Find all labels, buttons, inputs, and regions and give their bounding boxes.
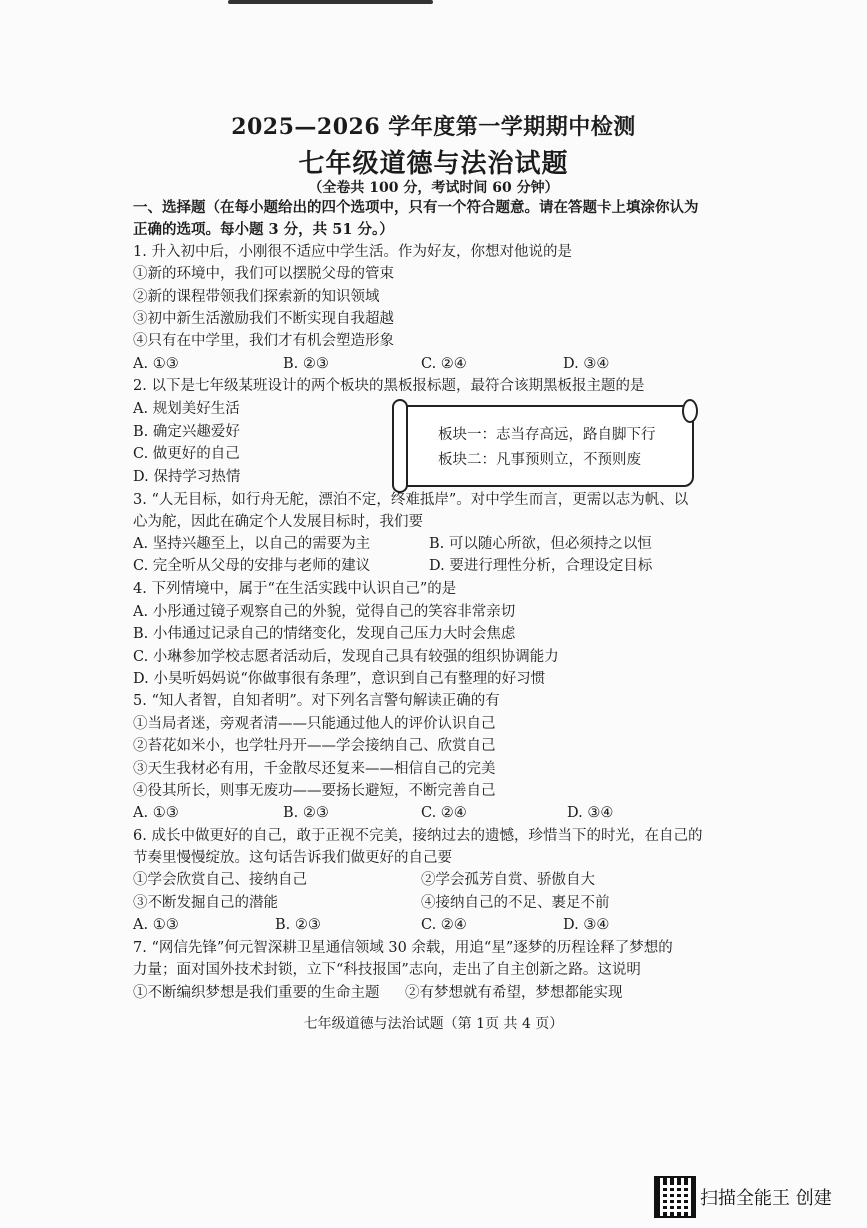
q5-option-a: A. ①③ — [133, 805, 179, 821]
q1-option-d: D. ③④ — [563, 356, 610, 372]
q3-option-c: C. 完全听从父母的安排与老师的建议 — [133, 558, 371, 574]
q5-statement-4: ④役其所长，则事无废功——要扬长避短，不断完善自己 — [133, 783, 496, 799]
q1-statement-2: ②新的课程带领我们探索新的知识领域 — [133, 289, 380, 305]
exam-subject: 七年级道德与法治试题 — [298, 149, 569, 179]
q4-option-d: D. 小昊听妈妈说“你做事很有条理”，意识到自己有整理的好习惯 — [133, 671, 546, 687]
q7-statement-2: ②有梦想就有希望，梦想都能实现 — [405, 985, 623, 1001]
scan-edge-bar — [228, 0, 433, 4]
exam-title: 2025—2026 学年度第一学期期中检测 — [231, 114, 636, 140]
q1-option-a: A. ①③ — [133, 356, 179, 372]
q3-stem: 3. “人无目标，如行舟无舵，漂泊不定，终难抵岸”。对中学生而言，更需以志为帆、以 — [133, 492, 689, 508]
scroll-curl-left — [392, 399, 408, 493]
q6-statement-2: ②学会孤芳自赏、骄傲自大 — [421, 872, 595, 888]
q2-option-c: C. 做更好的自己 — [133, 446, 240, 462]
q3-option-b: B. 可以随心所欲，但必须持之以恒 — [429, 536, 652, 552]
q7-stem-cont: 力量；面对国外技术封锁，立下“科技报国”志向，走出了自主创新之路。这说明 — [133, 962, 641, 978]
q1-statement-1: ①新的环境中，我们可以摆脱父母的管束 — [133, 266, 394, 282]
board-section-2: 板块二：凡事预则立，不预则废 — [438, 452, 641, 468]
q6-statement-3: ③不断发掘自己的潜能 — [133, 895, 278, 911]
blackboard-scroll — [396, 405, 694, 487]
q2-option-a: A. 规划美好生活 — [133, 401, 240, 417]
page-footer: 七年级道德与法治试题（第 1页 共 4 页） — [303, 1016, 564, 1032]
q4-option-a: A. 小彤通过镜子观察自己的外貌，觉得自己的笑容非常亲切 — [133, 604, 516, 620]
q1-option-b: B. ②③ — [283, 356, 329, 372]
q2-option-b: B. 确定兴趣爱好 — [133, 424, 240, 440]
q1-statement-4: ④只有在中学里，我们才有机会塑造形象 — [133, 333, 394, 349]
q5-statement-2: ②苔花如米小，也学牡丹开——学会接纳自己、欣赏自己 — [133, 738, 496, 754]
q2-stem: 2. 以下是七年级某班设计的两个板块的黑板报标题，最符合该期黑板报主题的是 — [133, 378, 645, 394]
q6-option-c: C. ②④ — [421, 917, 467, 933]
q6-stem: 6. 成长中做更好的自己，敢于正视不完美，接纳过去的遗憾，珍惜当下的时光，在自己的 — [133, 828, 703, 844]
q4-option-b: B. 小伟通过记录自己的情绪变化，发现自己压力大时会焦虑 — [133, 626, 516, 642]
q6-statement-1: ①学会欣赏自己、接纳自己 — [133, 872, 307, 888]
scroll-curl-right — [682, 399, 698, 423]
q3-stem-cont: 心为舵，因此在确定个人发展目标时，我们要 — [133, 514, 423, 530]
section-heading: 一、选择题（在每小题给出的四个选项中，只有一个符合题意。请在答题卡上填涂你认为 — [133, 199, 699, 216]
q5-stem: 5. “知人者智，自知者明”。对下列名言警句解读正确的有 — [133, 693, 500, 709]
q7-statement-1: ①不断编织梦想是我们重要的生命主题 — [133, 985, 380, 1001]
q6-option-a: A. ①③ — [133, 917, 179, 933]
section-heading-cont: 正确的选项。每小题 3 分，共 51 分。） — [133, 221, 394, 238]
q6-option-d: D. ③④ — [563, 917, 610, 933]
q5-statement-1: ①当局者迷，旁观者清——只能通过他人的评价认识自己 — [133, 716, 496, 732]
q3-option-d: D. 要进行理性分析，合理设定目标 — [429, 558, 653, 574]
qr-code-icon — [654, 1176, 696, 1218]
q1-option-c: C. ②④ — [421, 356, 467, 372]
q3-option-a: A. 坚持兴趣至上，以自己的需要为主 — [133, 536, 371, 552]
q5-option-d: D. ③④ — [567, 805, 614, 821]
q4-stem: 4. 下列情境中，属于“在生活实践中认识自己”的是 — [133, 581, 457, 597]
q1-stem: 1. 升入初中后，小刚很不适应中学生活。作为好友，你想对他说的是 — [133, 244, 572, 260]
exam-info: （全卷共 100 分，考试时间 60 分钟） — [308, 180, 559, 196]
q6-option-b: B. ②③ — [275, 917, 321, 933]
q1-statement-3: ③初中新生活激励我们不断实现自我超越 — [133, 311, 394, 327]
q7-stem: 7. “网信先锋”何元智深耕卫星通信领域 30 余载，用追“星”逐梦的历程诠释了梦想的 — [133, 940, 673, 956]
q5-option-c: C. ②④ — [421, 805, 467, 821]
q6-statement-4: ④接纳自己的不足、裹足不前 — [421, 895, 610, 911]
q5-statement-3: ③天生我材必有用，千金散尽还复来——相信自己的完美 — [133, 761, 496, 777]
scanner-watermark: 扫描全能王 创建 — [700, 1188, 832, 1209]
board-section-1: 板块一：志当存高远，路自脚下行 — [438, 427, 656, 443]
q5-option-b: B. ②③ — [283, 805, 329, 821]
q6-stem-cont: 节奏里慢慢绽放。这句话告诉我们做更好的自己要 — [133, 850, 452, 866]
q4-option-c: C. 小琳参加学校志愿者活动后，发现自己具有较强的组织协调能力 — [133, 649, 559, 665]
q2-option-d: D. 保持学习热情 — [133, 469, 241, 485]
